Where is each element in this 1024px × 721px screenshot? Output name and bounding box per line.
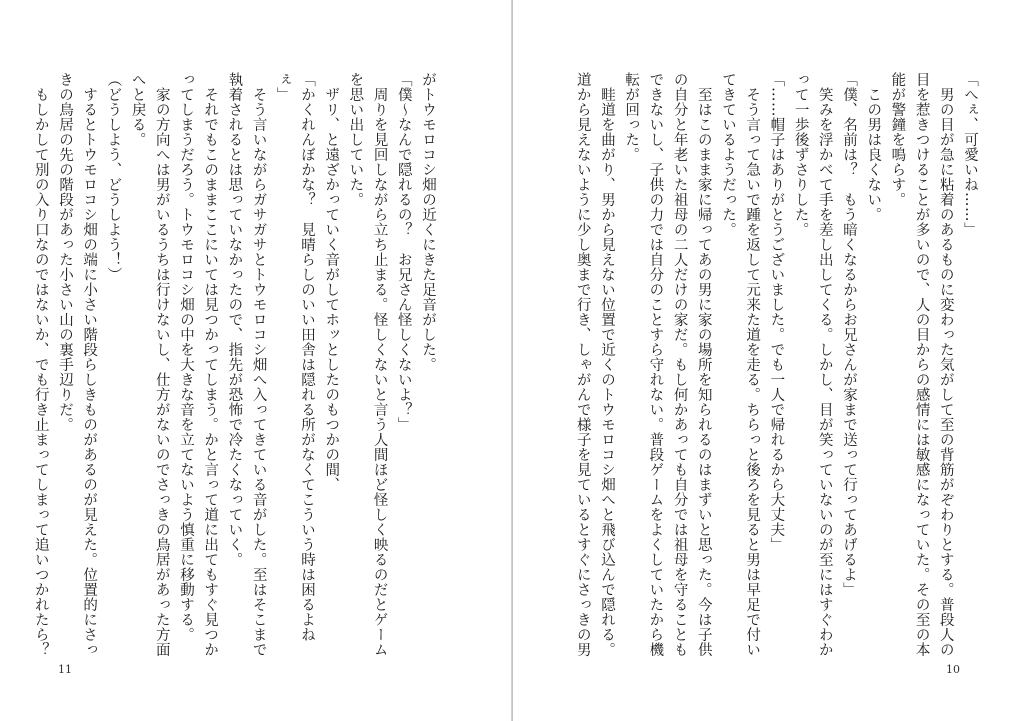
paragraph: 「僕、名前は？ もう暗くなるからお兄さんが家まで送って行ってあげるよ」 xyxy=(840,72,857,597)
paragraph: 至はこのまま家に帰ってあの男に家の場所を知られるのはまずいと思った。今は子供の自分と年老いた祖母の二人だけの家だ。もし何かあっても自分では祖母を守ることもできないし、子供の力では自分のことすら守れない。普段ゲームをよくしていたから機転が回った。 xyxy=(623,72,712,657)
paragraph: 「僕～なんで隠れるの？ お兄さん怪しくないよ？」 xyxy=(395,72,412,432)
paragraph: ザリ、と遠ざかっていく音がしてホッとしたのもつかの間、 xyxy=(323,86,340,492)
left-page xyxy=(0,0,511,721)
paragraph: 周りを見回しながら立ち止まる。怪しくないと言う人間ほど怪しく映るのだとゲームを思い出していた。 xyxy=(347,72,388,657)
page-number-right: 10 xyxy=(946,663,960,676)
paragraph: それでもこのままここにいては見つかってしまう。かと言って道に出てもすぐ見つかってしまうだろう。トウモロコシ畑の中を大きな音を立てないよう慎重に移動する。 xyxy=(177,72,219,657)
right-page xyxy=(513,0,1024,721)
paragraph: 家の方向へは男がいるうちは行けないし、仕方がないのでさっきの鳥居があった方面へと戻る。 xyxy=(129,72,170,657)
paragraph: がトウモロコシ畑の近くにきた足音がした。 xyxy=(420,72,436,372)
paragraph: そう言って急いで踵を返して元来た道を走る。ちらっと後ろを見ると男は早足で付いてきているようだった。 xyxy=(719,72,761,657)
paragraph: 畦道を曲がり、男から見えない位置で近くのトウモロコシ畑へと飛び込んで隠れる。道から見えないように少し奥まで行き、しゃがんで様子を見ているとすぐにさっきの男 xyxy=(574,72,615,657)
paragraph: この男は良くない。 xyxy=(865,86,882,222)
left-page-body xyxy=(32,72,440,664)
paragraph: 「……帽子はありがとうございました。でも一人で帰れるから大丈夫」 xyxy=(768,72,785,552)
page-number-left: 11 xyxy=(58,663,72,676)
paragraph: もしかして別の入り口なのではないか、でも行き止まってしまって追いつかれたら？ xyxy=(32,86,49,657)
paragraph: するとトウモロコシ畑の端に小さい階段らしきものがあるのが見えた。位置的にさっきの鳥居の先の階段があった小さい山の裏手辺りだ。 xyxy=(56,72,98,657)
paragraph: そう言いながらガサガサとトウモロコシ畑へ入ってきている音がした。至はそこまで執着されるとは思っていなかったので、指先が恐怖で冷たくなっていく。 xyxy=(226,72,267,657)
paragraph: 「へぇ、可愛いね……」 xyxy=(962,72,978,237)
paragraph: 笑みを浮かべて手を差し出してくる。しかし、目が笑っていないのが至にはすぐわかって一歩後ずさりした。 xyxy=(792,72,833,657)
paragraph: （どうしよう、どうしよう！） xyxy=(105,72,122,282)
right-page-body xyxy=(572,72,982,664)
paragraph: 男の目が急に粘着のあるものに変わった気がして至の背筋がぞわりとする。普段人の目を惹きつけることが多いので、人の目からの感情には敏感になっていた。その至の本能が警鐘を鳴らす。 xyxy=(889,72,954,657)
paragraph: 「かくれんぼかな？ 見晴らしのいい田舎は隠れる所がなくてこういう時は困るよねぇ」 xyxy=(274,72,315,642)
